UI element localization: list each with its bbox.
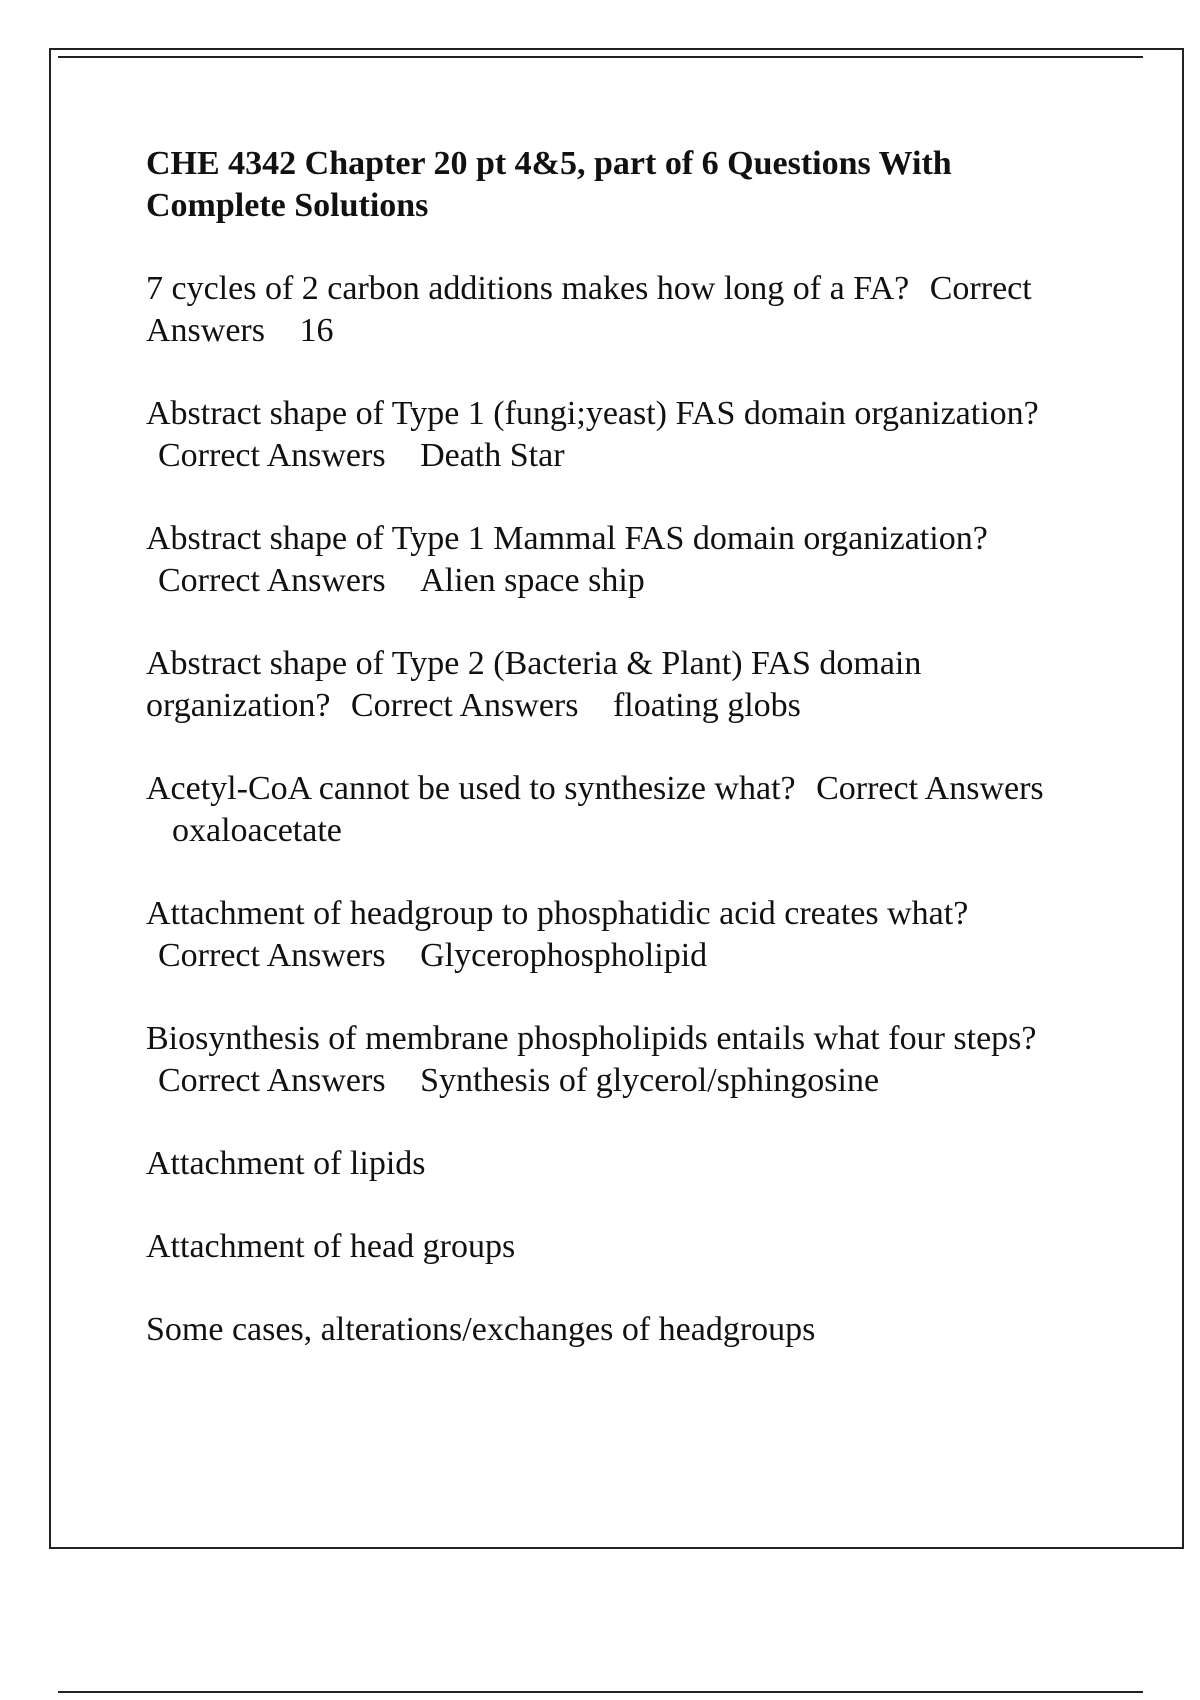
qa-item <box>146 518 1086 602</box>
question-text: Abstract shape of Type 2 (Bacteria & Plant) FAS domain organization? <box>146 645 922 724</box>
answer-label: Correct Answers <box>158 937 386 974</box>
answer-text: 16 <box>299 312 334 349</box>
answer-text: oxaloacetate <box>172 812 342 849</box>
qa-item <box>146 768 1086 852</box>
qa-item <box>146 643 1086 727</box>
answer-continuation-line: Some cases, alterations/exchanges of headgroups <box>146 1311 816 1348</box>
question-text: Acetyl-CoA cannot be used to synthesize what? <box>146 770 796 807</box>
qa-item <box>146 393 1086 477</box>
answer-label: Correct Answers <box>146 270 1032 349</box>
answer-continuation-line: Attachment of lipids <box>146 1145 426 1182</box>
qa-item <box>146 1018 1086 1102</box>
question-text: Attachment of headgroup to phosphatidic acid creates what? <box>146 895 969 932</box>
answer-text: Glycerophospholipid <box>420 937 708 974</box>
answer-text: floating globs <box>612 687 801 724</box>
question-text: Abstract shape of Type 1 (fungi;yeast) FAS domain organization? <box>146 395 1039 432</box>
answer-text: Death Star <box>420 437 565 474</box>
top-rule-line <box>58 56 1143 58</box>
answer-continuation-line: Attachment of head groups <box>146 1228 516 1265</box>
qa-item <box>146 268 1086 352</box>
question-text: Biosynthesis of membrane phospholipids entails what four steps? <box>146 1020 1037 1057</box>
document-title: CHE 4342 Chapter 20 pt 4&5, part of 6 Questions With Complete Solutions <box>146 145 952 224</box>
answer-label: Correct Answers <box>158 1062 386 1099</box>
answer-text: Alien space ship <box>420 562 645 599</box>
question-text: 7 cycles of 2 carbon additions makes how long of a FA? <box>146 270 910 307</box>
question-text: Abstract shape of Type 1 Mammal FAS domain organization? <box>146 520 988 557</box>
bottom-rule-line <box>58 1691 1143 1693</box>
answer-label: Correct Answers <box>158 562 386 599</box>
answer-label: Correct Answers <box>350 687 579 724</box>
answer-text: Synthesis of glycerol/sphingosine <box>420 1062 880 1099</box>
document-body <box>146 143 1086 1392</box>
qa-item <box>146 893 1086 977</box>
answer-label: Correct Answers <box>816 770 1044 807</box>
answer-label: Correct Answers <box>158 437 386 474</box>
